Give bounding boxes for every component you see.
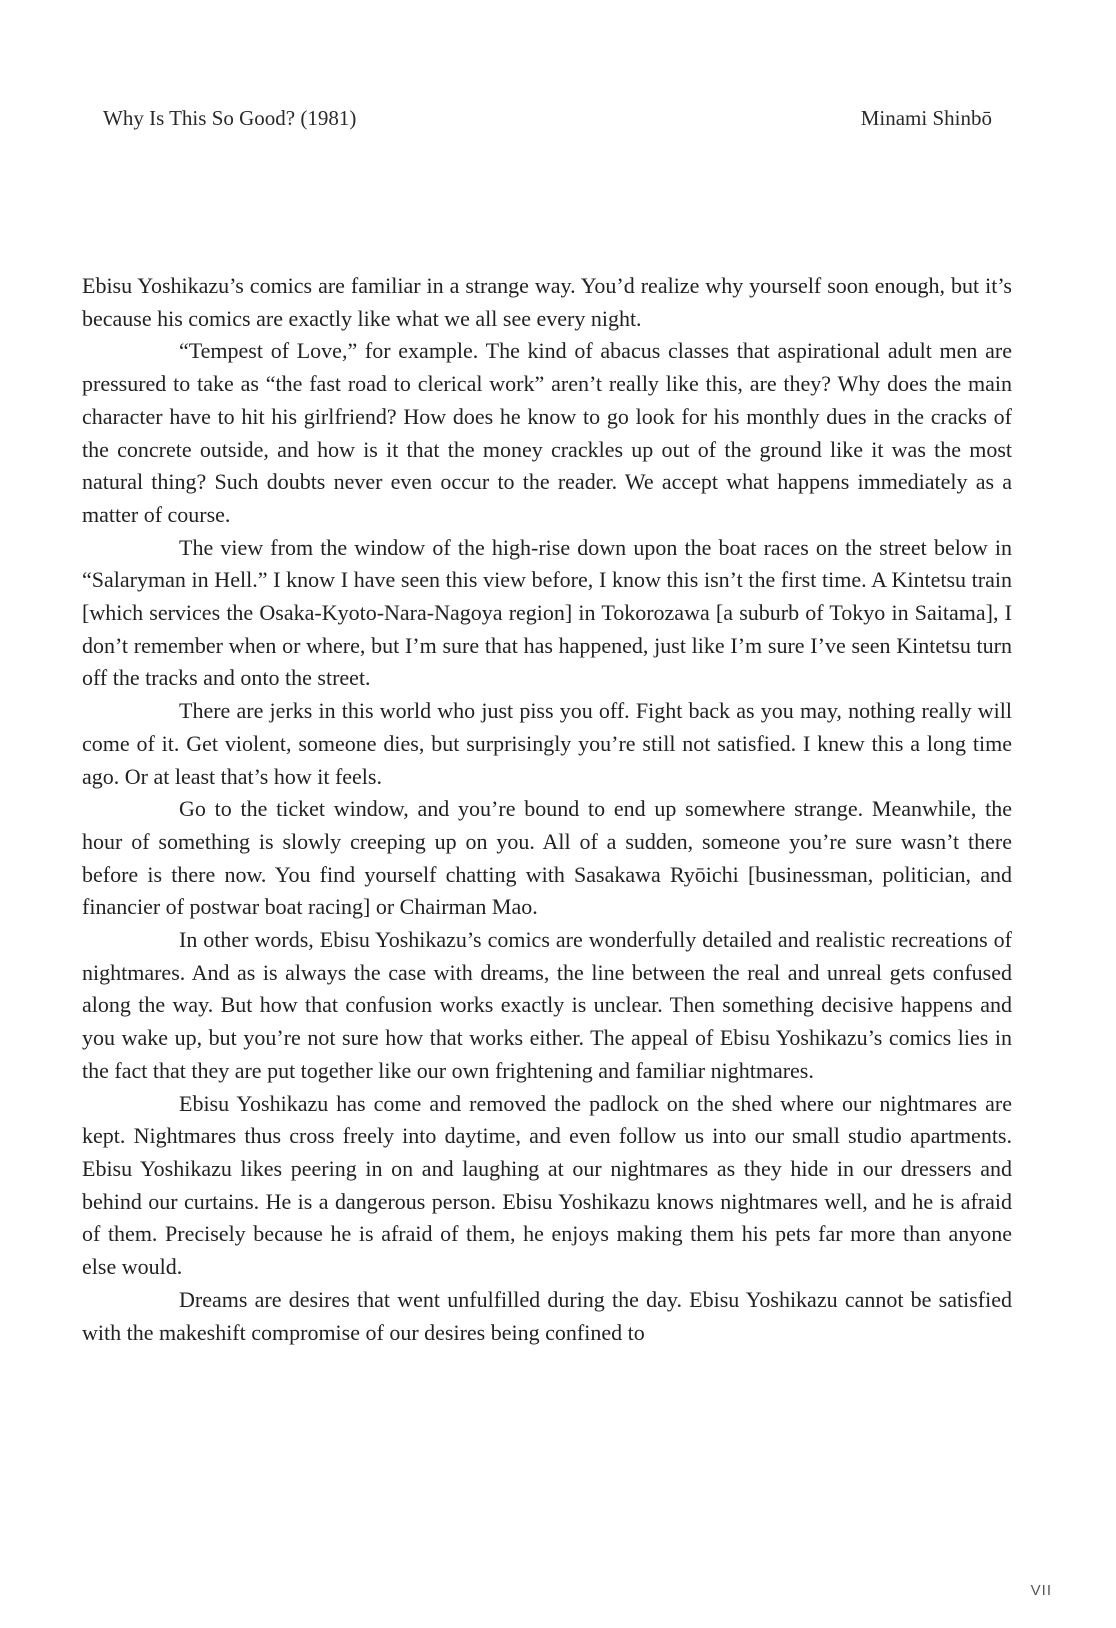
- paragraph: There are jerks in this world who just piss you off. Fight back as you may, nothing really will come of it. Get violent, someone dies, but surprisingly you’re still not satisfied. I knew this a long time ago. Or at least that’s how it feels.: [82, 698, 1012, 789]
- paragraph: The view from the window of the high-rise down upon the boat races on the street below in “Salaryman in Hell.” I know I have seen this view before, I know this isn’t the first time. A Kintetsu train [which services the Osaka-Kyoto-Nara-Nagoya region] in Tokorozawa [a suburb of Tokyo in Saitama], I don’t remember when or where, but I’m sure that has happened, just like I’m sure I’ve seen Kintetsu turn off the tracks and onto the street.: [82, 534, 1012, 691]
- paragraph: In other words, Ebisu Yoshikazu’s comics are wonderfully detailed and realistic recreations of nightmares. And as is always the case with dreams, the line between the real and unreal gets confused along the way. But how that confusion works exactly is unclear. Then something decisive happens and you wake up, but you’re not sure how that works either. The appeal of Ebisu Yoshikazu’s comics lies in the fact that they are put together like our own frightening and familiar nightmares.: [82, 927, 1012, 1083]
- paragraph: Ebisu Yoshikazu’s comics are familiar in a strange way. You’d realize why yourself soon enough, but it’s because his comics are exactly like what we all see every night.: [82, 273, 1012, 331]
- running-head: [103, 106, 992, 136]
- paragraph: Dreams are desires that went unfulfilled during the day. Ebisu Yoshikazu cannot be satisfied with the makeshift compromise of our desires being confined to: [82, 1286, 1012, 1345]
- running-head-author: Minami Shinbō: [860, 106, 992, 130]
- running-head-title: Why Is This So Good? (1981): [103, 106, 357, 130]
- page-number: VII: [1030, 1582, 1052, 1599]
- paragraph: Go to the ticket window, and you’re bound to end up somewhere strange. Meanwhile, the hour of something is slowly creeping up on you. All of a sudden, someone you’re sure wasn’t there before is there now. You find yourself chatting with Sasakawa Ryōichi [businessman, politician, and financier of postwar boat racing] or Chairman Mao.: [82, 796, 1012, 920]
- paragraph: “Tempest of Love,” for example. The kind of abacus classes that aspirational adult men are pressured to take as “the fast road to clerical work” aren’t really like this, are they? Why does the main character have to hit his girlfriend? How does he know to go look for his monthly dues in the cracks of the concrete outside, and how is it that the money crackles up out of the ground like it was the most natural thing? Such doubts never even occur to the reader. We accept what happens immediately as a matter of course.: [82, 338, 1012, 527]
- paragraph: Ebisu Yoshikazu has come and removed the padlock on the shed where our nightmares are kept. Nightmares thus cross freely into daytime, and even follow us into our small studio apartments. Ebisu Yoshikazu likes peering in on and laughing at our nightmares as they hide in our dressers and behind our curtains. He is a dangerous person. Ebisu Yoshikazu knows nightmares well, and he is afraid of them. Precisely because he is afraid of them, he enjoys making them his pets far more than anyone else would.: [82, 1090, 1012, 1280]
- essay-body: [82, 270, 1012, 1349]
